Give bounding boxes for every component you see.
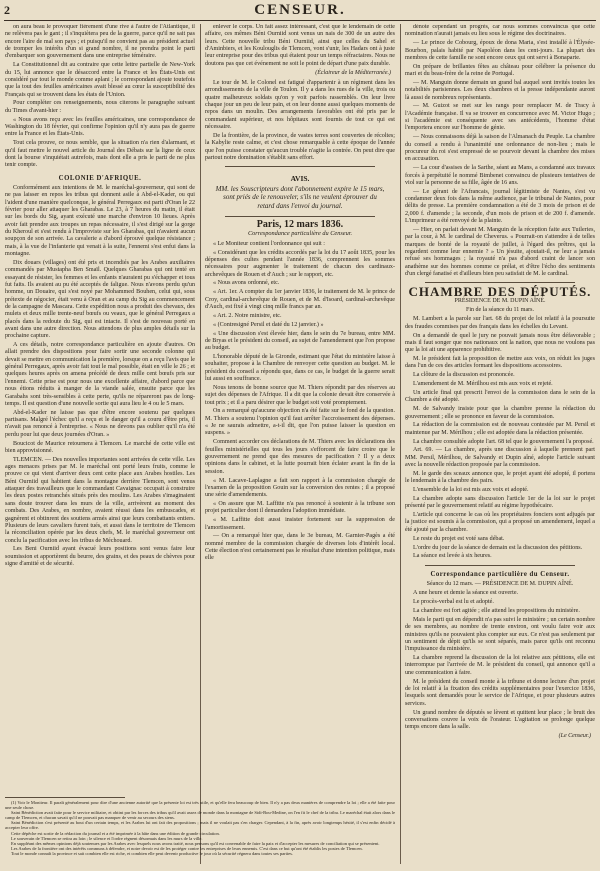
paragraph: De la frontière, de la province, de vastes terres sont couvertes de récoltes; la Kabylie reste calme, et c'est chose remarquable à cette époque de l'année que l'on puisse constater qu'aucun trouble n'agite la contrée. On peut dire que partout notre domination s'établit sans effort. xyxy=(205,132,395,161)
paragraph: « M. Laffitte doit aussi insister fortement sur la suppression de l'amortissement. xyxy=(205,517,395,531)
paragraph: Tout cela prouve, ce nous semble, que la situation n'a rien d'alarmant, et qu'il faut mettre le nouvel article du Journal des Débats sur la ligne de ceux dont la bourse s'inquiétait autrefois, mais dont elle a pris le parti de ne plus tenir compte. xyxy=(5,140,195,169)
paragraph: Les Beni Ourniid ayant évacué leurs positions sont venus faire leur soumission et apportèrent du beurre, des grains, et des peaux de chèvres pour signe d'amitié et de sécurité. xyxy=(5,546,195,568)
paragraph: Un article final qui prescrit l'envoi de la commission dans le sein de la Chambre a été adopté. xyxy=(405,389,595,404)
paragraph: La séance est levée à six heures. xyxy=(413,553,492,560)
column-1 xyxy=(5,24,195,799)
divider xyxy=(425,565,575,566)
paragraph: M. le président du conseil monte à la tribune et donne lecture d'un projet de loi relatif à la fixation des crédits supplémentaires pour l'exercice 1836, lesquels sont demandés pour le service de l'Afrique, et pour plusieurs autres services. xyxy=(405,678,595,707)
footnote: Cette dépêche est sortie de la rédaction du journal et a été imprimée à la hâte dans une édition de grande circulation. xyxy=(11,830,220,836)
session-line: Séance du 12 mars. — PRÉSIDENCE DE M. DUPIN AÎNÉ. xyxy=(426,581,574,588)
paragraph: Nous tenons de bonne source que M. Thiers répondit par des réserves au sujet des dépenses de l'Afrique. Il a dit que la colonie devait être conservée à tout prix ; et il a paru désirer que le budget soit voté promptement. xyxy=(205,384,395,406)
section-heading-correspondance: Correspondance particulière du Censeur. xyxy=(430,570,570,578)
source-attribution: (Éclaireur de la Méditerranée.) xyxy=(315,69,391,76)
paragraph: M. le garde des sceaux annonce que, le projet ayant été adopté, il portera le lendemain à la chambre des pairs. xyxy=(405,470,595,485)
paragraph: — M. Guizot se met sur les rangs pour remplacer M. de Tracy à l'Académie française. Il va se trouver en concurrence avec M. Victor Hugo ; si l'académie est conséquente avec ses antécédents, l'homme d'état l'emportera encore sur l'homme de génie. xyxy=(405,103,595,132)
paragraph: L'article qui concerne le cas où les propriétaires fonciers sont adjugés par la justice est soumis à la commission, qui a proposé un amendement, lequel a été ajouté par la chambre. xyxy=(405,512,595,533)
header-rule xyxy=(4,20,596,21)
paragraph: — Hier, on parlait devant M. Manguin de la réception faite aux Tuileries, par la cour, à M. le cardinal de Cheverus. « Pourrait-on s'attendre à de telles marques de bonté de la royauté de juillet, à l'égard des prêtres, qui la regardent comme leur ennemie ? » Un jésuite, ajoutait-il, ne leur a jamais refusé ses hommages ; la royauté n'a pas d'abord craint de lancer son anathème sur des hommes comme ce prélat, et d'être l'écho des sentiments d'un clergé fanatisé et d'ailleurs bien peu satisfait de M. le cardinal. xyxy=(405,226,595,277)
column-divider-1 xyxy=(200,24,201,864)
paragraph: La chambre reprend la discussion de la loi relative aux pétitions, elle est interrompue par l'arrivée de M. le président du conseil, qui annonce qu'il a une communication à faire. xyxy=(405,655,595,676)
masthead: CENSEUR. xyxy=(254,2,346,18)
paragraph: On a remarqué qu'aucune objection n'a été faite sur le fond de la question. M. Thiers a soutenu l'opinion qu'il faut arrêter l'accroissement des dépenses. « Je ne saurais admettre, a-t-il dit, que l'on puisse laisser la question en suspens. » xyxy=(205,408,395,437)
footnote: Le souverain de Tlemcen se retira au loin ; le silence et l'ordre règnent désormais dans les murs de la ville. xyxy=(11,835,203,841)
paragraph: M. Lambert a la parole sur l'art. 68 du projet de loi relatif à la poursuite des fraudes commises par des français dans les échelles du Levant. xyxy=(405,316,595,330)
paragraph: « Nous avons ordonné, etc. xyxy=(213,280,280,287)
paragraph: L'honorable député de la Gironde, estimant que l'état du ministère laisse à souhaiter, propose à la Chambre de renvoyer cette question au budget. M. le président du conseil a répondu que, dans ce cas, le budget de la guerre serait lui aussi en souffrance. xyxy=(205,354,395,383)
paragraph: La chambre consultée adopte l'art. 68 tel que le gouvernement l'a proposé. xyxy=(413,438,594,445)
paragraph: La chambre est fort agitée ; elle attend les propositions du ministère. xyxy=(413,608,580,615)
paragraph: La chambre adopte sans discussion l'article 1er de la loi sur le projet présenté par le gouvernement relatif au régime hypothécaire. xyxy=(405,495,595,510)
paragraph: Le reste du projet est voté sans débat. xyxy=(413,535,505,542)
paragraph: — La cour d'assises de la Sarthe, séant au Mans, a condamné aux travaux forcés à perpétuité le nommé Bimbenet convaincu de plusieurs tentatives de viol sur la personne de sa fille, âgée de 16 ans. xyxy=(405,165,595,186)
footnote: Tout le monde connaît la province et sait combien elle est riche, et combien elle peut devenir productive le jour où la sécurité régnera dans toutes ses parties. xyxy=(11,850,293,856)
footnote: En suppléant des mêmes opinions déjà soutenues par les Arabes avec lesquels nous avons traité, nous pensons qu'il est convenable de faire la paix et d'accepter les mesures de conciliation qui se présentent. xyxy=(11,840,380,846)
notice-body: MM. les Souscripteurs dont l'abonnement expire le 15 mars, sont priés de le renouveler, s'ils ne veulent éprouver du retard dans l'envoi du journal. xyxy=(215,184,385,210)
section-heading-colonie: COLONIE D'AFRIQUE. xyxy=(58,174,142,182)
paragraph: « On assure que M. Laffitte n'a pas renoncé à soutenir à la tribune son projet particulier dont il demandera l'adoption immédiate. xyxy=(205,501,395,515)
paragraph: dénote cependant un progrès, car nous sommes convaincus que cette nomination n'aurait jamais eu lieu sous le régime des doctrinaires. xyxy=(405,24,595,38)
paragraph: Dix douars (villages) ont été pris et incendiés par les Arabes auxiliaires commandés par Mustapha Ben Smaïl. Quelques Gharabas qui ont tenté en essayant de résister, les femmes et les enfants n'auraient pu s'échapper et tous fut faits. Ils avaient au pu été acceptés de faligue. Nous n'avons perdu qu'un homme, un Douaire, qui s'est noyé par Mohammed Bouhen, celui qui, sous prétexte de négocier, était venu à Oran et au camp du Sig au commencement de la campagne de Mascara. Cette expédition nous a produit des chevaux, des mulets et deux mille trente-neuf bœufs ou veaux, que le général Perregaux a placés dans la redoute du Sig, qui est intacte. Il s'est de nouveau porté en avant dans une autre direction. Nous attendons de plus amples détails sur la prochaine capture. xyxy=(5,259,195,340)
footnote: Les Arabes de la frontière ont des intérêts communs à défendre, et notre devoir est de les protéger contre les entreprises de leurs ennemis. C'est dans ce but qu'ont été établis les postes de Tlemcen. xyxy=(11,845,363,851)
paragraph: Conformément aux intentions de M. le maréchal-gouverneur, qui sont de ne pas laisser en repos les tribus qui donnent asile à Abd-el-Kader, ou qui l'aident d'une manière quelconque, le général Perregaux est parti d'Oran le 22 février pour aller attaquer les Gharabas. Le 23, à 7 heures du matin, il était sur les bords du Sig, ayant exécuté une marche d'environ 10 lieues. Après avoir fait prendre aux troupes un repas nécessaire, il s'est dirigé sur la gorge du Kheroul et s'est rendu à l'improviste sur les Gharabas, qui n'avaient aucun soupçon de son arrivée. La cavalerie a d'abord éprouvé quelque résistance ; mais, à la vue de l'infanterie qui venait à la suite, l'ennemi s'est enfui dans la montagne. xyxy=(5,184,195,257)
correspondence-subhead: Correspondance particulière du Censeur. xyxy=(247,230,353,238)
paragraph: « Nous avons reçu avec les feuilles américaines, une correspondance de Washington du 18 février, qui confirme l'opinion qu'il n'y aura pas de guerre entre la France et les États-Unis. xyxy=(5,116,195,138)
paragraph: L'ordre du jour de la séance de demain est la discussion des pétitions. xyxy=(413,544,583,551)
paragraph: A une heure et demie la séance est ouverte. xyxy=(413,590,519,597)
paragraph: La Constitutionnel dit au contraire que cette lettre partielle de New-York du 15, lui annonce que le désaccord entre la France et les États-Unis est considéré par tout le monde comme aplani ; le correspondant ajoute toutefois que la tout des feuilles américaines avait blessé au cœur la susceptibilité des Français qui se trouvent dans les états de l'Union. xyxy=(5,62,195,98)
paragraph: On a demandé de quel le jury ne pouvait jamais nous être défavorable ; mais il faut songer que nos nationaux ont la nation, que nous ne voulons pas que la loi ait une apparence prohibitive. xyxy=(405,332,595,354)
divider xyxy=(225,166,375,167)
footnote: Saint Bénédiction s'est présenté au bout d'un certain temps, et les Arabes lui ont fait des propositions ; mais il ne voulait pas s'en charger. Cependant, à la fin, après avoir longtemps hésité, il s'est enfin décidé à accepter leur offre. xyxy=(5,820,395,831)
footnotes xyxy=(5,800,395,866)
paragraph: enlever le corps. Un fait assez intéressant, c'est que le lendemain de cette affaire, ces mêmes Béni Ourniid sont venus un nais de 300 de un autre des leurs. Cette nouvelle tribu Béni Ourniid, ainsi que celles du Sahel et d'Aminbiers, et les Koulouglis de Tlemcen, vont s'unir, les Hadars ont à juste leur entreprise pour des tribus qui étaient pour un temps réfractaires. Nous ne doutons pas que cet événement ne soit le point de départ d'une paix durable. xyxy=(205,24,395,67)
paragraph: — M. Manguin donne demain un grand bal auquel sont invités toutes les notabilités parisiennes. Les deux chambres et la presse indépendante auront là aussi de nombreux représentants. xyxy=(405,79,595,101)
column-2 xyxy=(205,24,395,799)
paragraph: L'amendement de M. Mérilhou est mis aux voix et rejeté. xyxy=(413,381,553,388)
paragraph: M. le président fait la proposition de mettre aux voix, on réduit les juges dans l'un de ces des articles formant les dispositions accessoires. xyxy=(405,356,595,370)
paragraph: Comment accorder ces déclarations de M. Thiers avec les déclarations des feuilles ministérielles qui tous les jours s'efforcent de faire croire que le gouvernement ne prend que des mesures de pacification ? Il y a deux opinions dans le cabinet, et la lutte pourrait bien éclater avant la fin de la session. xyxy=(205,439,395,475)
divider xyxy=(225,216,375,217)
paragraph: L'ensemble de la loi est mis aux voix et adopté. xyxy=(413,487,529,494)
section-heading-chambre: CHAMBRE DES DÉPUTÉS. xyxy=(408,284,592,300)
footnote: Saint Bénédiction avait faite pour le service militaire, et obtint par les forces des tribus qu'il avait assez de monde dans la montagne de Sidi-Bou-Medine, on l'en fit le chef de la tribu. Le maréchal était alors dans le camp de Tlemcen, et chacun savait qu'il ne pouvait pas manquer de venir au secours des siens. xyxy=(5,810,395,821)
paragraph: Un grand nombre de députés se lèvent et quittent leur place ; le bruit des conversations couvre la voix de l'orateur. L'agitation se prolonge quelque temps encore dans la salle. xyxy=(405,709,595,731)
paragraph: on aura beau le provoquer fièrement d'une rive à l'autre de l'Atlantique, il ne relèvera pas le gant ; il s'inquiètera peu de la guerre, parce qu'il ne sait pas encore l'aire de mal son pays ; et puisqu'il ne convient pas au président actuel de tromper les intérêts d'un si grand nombre, il ne prendra point le parti d'embarquer son gouvernement dans une entreprise téméraire. xyxy=(5,24,195,60)
paragraph: « Art. 1er. A compter du 1er janvier 1836, le traitement de M. le prince de Croy, cardinal-archevêque de Rouen, et de M. d'Isoard, cardinal-archevêque d'Auch, est fixé à vingt cinq mille francs par an. xyxy=(205,289,395,310)
paragraph: Abd-el-Kader ne laisse pas que d'être encore soutenu par quelques partisans. Malgré l'échec qu'il a reçu et le danger qu'il a couru d'être pris, il n'avait pas renoncé à l'entreprise. « Nous ne devons pas oublier qu'il n'a été perdu pour lui que deux journées d'Oran. » xyxy=(5,409,195,438)
presidence-line: PRÉSIDENCE DE M. DUPIN AÎNÉ. xyxy=(454,297,546,304)
paragraph: — Le prince de Cobourg, époux de dona Maria, s'est installé à l'Élysée-Bourbon, palais habité par Napoléon dans les cent-jours. La plupart des membres de cette famille ne sont encore ceux qui ont servi à Bonaparte. xyxy=(405,40,595,61)
paragraph: A ces détails, notre correspondance particulière en ajoute d'autres. On allait prendre des dispositions pour faire sortir une seconde colonne qui devait se mettre en communication la première, lorsque on a reçu l'avis que le général Perregaux, après avoir fait tout le mal possible, était en ville le 26 ; et quelques heures après on amena précédé de deux mille cent bœufs pris sur l'ennemi. Cette prise est pour nous une excellente affaire, d'abord parce que nous étions réduits à manger de la viande salée, ensuite parce que les Garabahs sont très-sensibles à cette perte, qu'ils ne répareront pas de long-temps. Il est question d'une nouvelle sortie qui aura lieu le 4 ou le 5 mars. xyxy=(5,342,195,407)
paragraph: — Nous connaissons déjà la saison de l'Almanach du Peuple. La chambre du conseil a rendu à l'unanimité une ordonnance de non-lieu ; mais le procureur du roi s'est empressé de se pourvoir devant la chambre des mises en accusation. xyxy=(405,134,595,163)
footnote: (1) Voir le Moniteur. Il paraît généralement pour dire d'une ancienne autorité que la présente loi est très utile, et qu'elle fera beaucoup de bien. Il n'y a pas deux manières de comprendre la loi ; elle a été faite pour une seule chose. xyxy=(5,800,395,811)
page-header xyxy=(0,2,600,20)
paragraph: Le procès-verbal est lu et adopté. xyxy=(413,599,494,606)
paragraph: Boucicot de Maurice retournera à Tlemcen. Le marché de cette ville est bien approvisionné. xyxy=(5,440,195,454)
column-divider-2 xyxy=(400,24,401,864)
paragraph: Le tour de M. le Colonel est fatigué d'appartenir à un régiment dans les arrondissements de la ville de Toulon. Il y a dans les rues de la ville, trois ou quatre malheureux soldats qu'on y voit parfois rassemblés. On leur livre chaque jour un peu de leur pain, et on leur donne aussi quelques moments de repos dans un moulin. Des arrangements favorables ont été pris par le commandant supérieur, et nos hôpitaux sont fournis de tout ce qui est nécessaire. xyxy=(205,79,395,130)
paragraph: M. de Salvandy insiste pour que la chambre prenne la rédaction du gouvernement ; elle se prononce en faveur de la commission. xyxy=(405,406,595,420)
paragraph: Pour compléter ces renseignements, nous citerons le paragraphe suivant du Times d'avant-hier : xyxy=(5,100,195,114)
paragraph: « (Contresigné Persil et daté du 12 janvier.) » xyxy=(213,321,324,328)
paragraph: Art. 69. — La chambre, après une discussion à laquelle prennent part MM. Persil, Mérilhou, de Salvandy et Dupin aîné, adopte l'article suivant avec la nouvelle rédaction proposée par la commission. xyxy=(405,447,595,469)
paragraph: La rédaction de la commission est de nouveau contestée par M. Persil et maintenue par M. Mérilhou ; elle est adoptée dans la rédaction présentée. xyxy=(405,422,595,436)
paragraph: La clôture de la discussion est prononcée. xyxy=(413,372,515,379)
paragraph: « Une discussion s'est élevée hier, dans le sein du 7e bureau, entre MM. de Bryas et le président du conseil, au sujet de l'amendement que l'on propose au budget. xyxy=(205,330,395,352)
divider xyxy=(425,282,575,283)
paragraph: « Le Moniteur contient l'ordonnance qui suit : xyxy=(213,240,325,247)
dateline: Paris, 12 mars 1836. xyxy=(256,219,344,231)
source-attribution: (Le Censeur.) xyxy=(558,733,591,740)
column-3 xyxy=(405,24,595,799)
paragraph: — On a remarqué hier que, dans le 3e bureau, M. Garnier-Pagès a été nommé membre de la commission chargée de diverses lois d'intérêt local. Cette élection n'est certainement pas le résultat d'une intention politique, mais elle xyxy=(205,533,395,562)
paragraph: TLEMCEN. — Des nouvelles importantes sont arrivées de cette ville. Les ages menaces prises par M. le maréchal ont porté leurs fruits, comme le prouve ce qui vient d'arriver deux cent cette place aux Arabes hostiles. Les Béni Ourniid qui habitent dans la montagne derrière Tlemcen, sont venus attaquer des travailleurs que le commandant Cavaignac occupait à construire les deux postes retranchés situés près des moulins. Les Arabes s'imaginaient sans doute trouver dans les murs de la ville, arrivèrent au moment des combats. Des Arabes, en nombre, avaient réussi dans les embuscades, et gagnèrent et obtinrent des soutiens armés ainsi que leurs combattants entiers. Plusieurs de leurs cavaliers furent tués, et aussi dans le territoire de Tlemcen la réconciliation opérée par les deux chefs, M. le maréchal gouverneur ont conclu la pacification avec les tribus de Méchouard. xyxy=(5,456,195,544)
paragraph: « Art. 2. Notre ministre, etc. xyxy=(213,312,282,319)
paragraph: On prépare de brillantes fêtes au château pour célébrer la présence du mari et du beau-frère de la reine de Portugal. xyxy=(405,63,595,78)
footnote-rule xyxy=(5,797,125,798)
paragraph: — Le gérant de l'Afrancais, journal légitimiste de Nantes, s'est vu condamner deux fois dans la même audience, par le tribunal de Nantes, pour délits de presse. La première condamnation a été de 3 mois de prison et de 2,000 f. d'amende ; la seconde, d'un mois de prison et de 200 f. d'amende. L'imprimeur a été renvoyé de la plainte. xyxy=(405,188,595,225)
page-number: 2 xyxy=(4,3,10,17)
paragraph: « M. Lacave-Laplagne a fait son rapport à la commission chargée de l'examen de la proposition Gouin sur la conversion des rentes ; il a proposé une série d'amendements. xyxy=(205,477,395,499)
notice-title: AVIS. xyxy=(290,174,310,184)
paragraph: Mais le parti qui en dépendit n'a pas suivi le ministère ; un certain nombre de ses membres, au nombre de trente environ, ont voulu faire voir aux ministres qu'ils ne pouvaient plus compter sur eux. Ce n'est pas seulement par un sentiment de dépit qu'ils se sont séparés, mais parce qu'ils ont reconnu l'impuissance du ministère. xyxy=(405,616,595,653)
paragraph: « Considérant que les crédits accordés par la loi du 17 août 1835, pour les dépenses des cultes pendant l'année 1836, comprennent les sommes nécessaires pour augmenter le traitement de chacun des cardinaux-archevêques de Rouen et d'Auch ; sur le rapport, etc. xyxy=(205,249,395,278)
session-line: Fin de la séance du 11 mars. xyxy=(466,307,534,314)
